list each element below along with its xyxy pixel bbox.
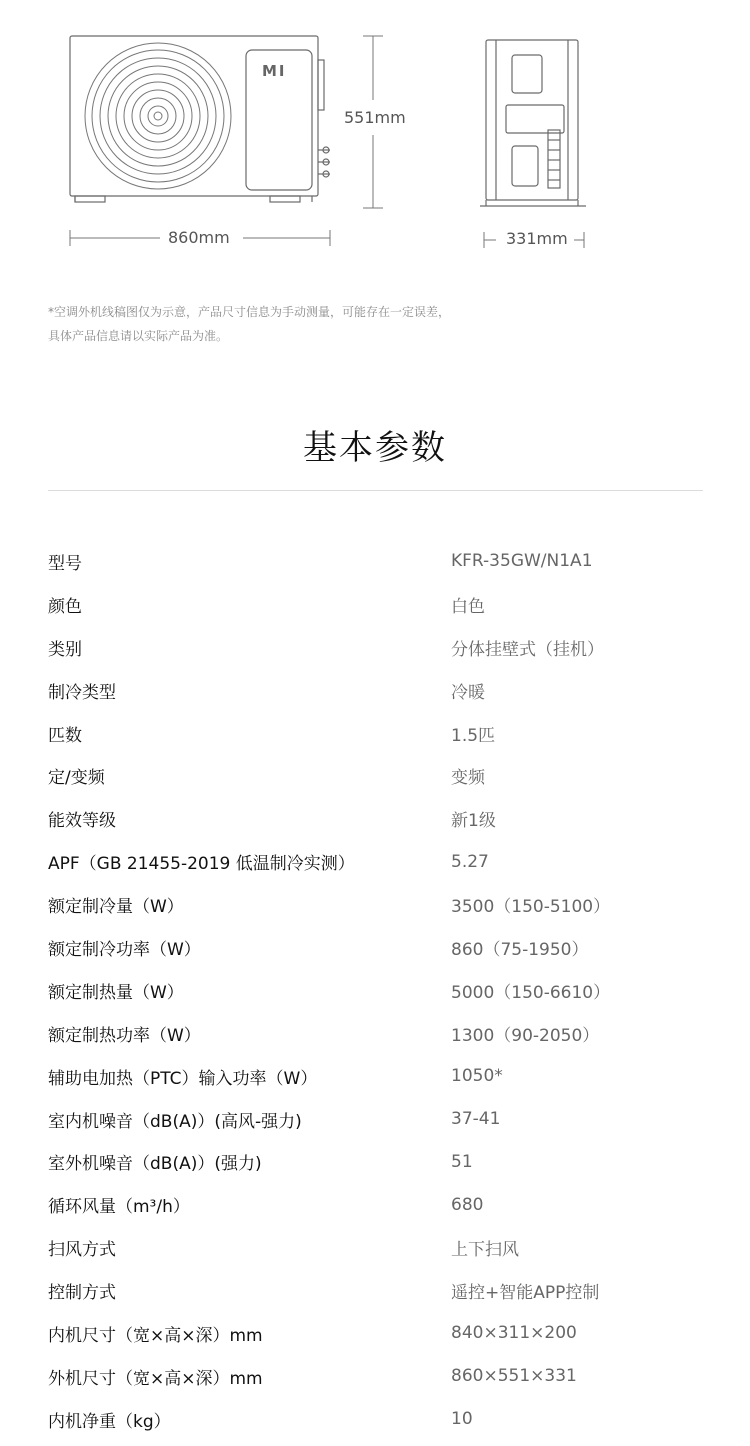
spec-row (48, 883, 708, 926)
spec-row (48, 669, 708, 712)
spec-label: 室内机噪音（dB(A)）(高风-强力) (48, 1111, 302, 1132)
spec-value: 分体挂壁式（挂机） (451, 639, 604, 660)
spec-row (48, 1269, 708, 1312)
spec-row (48, 1183, 708, 1226)
disclaimer-line: 具体产品信息请以实际产品为准。 (48, 329, 229, 343)
spec-label: 外机尺寸（宽×高×深）mm (48, 1368, 263, 1389)
spec-label: 循环风量（m³/h） (48, 1197, 190, 1218)
width-dimension-label: 860mm (162, 228, 236, 247)
spec-label: 颜色 (48, 596, 82, 617)
spec-label: 内机尺寸（宽×高×深）mm (48, 1325, 263, 1346)
spec-label: 控制方式 (48, 1283, 116, 1304)
spec-value: 变频 (451, 768, 485, 789)
spec-row (48, 797, 708, 840)
spec-row (48, 712, 708, 755)
disclaimer-line: *空调外机线稿图仅为示意，产品尺寸信息为手动测量，可能存在一定误差， (48, 305, 451, 319)
spec-row (48, 1355, 708, 1398)
spec-row (48, 1012, 708, 1055)
spec-row (48, 1226, 708, 1269)
spec-value: 10 (451, 1409, 473, 1430)
spec-row (48, 626, 708, 669)
outdoor-unit-diagram (0, 0, 750, 270)
disclaimer-note (48, 300, 708, 348)
spec-value: 1050* (451, 1066, 503, 1087)
spec-value: KFR-35GW/N1A1 (451, 551, 593, 572)
spec-label: 能效等级 (48, 811, 116, 832)
spec-label: 室外机噪音（dB(A)）(强力) (48, 1154, 262, 1175)
brand-logo: MI (262, 62, 287, 80)
spec-row (48, 1140, 708, 1183)
spec-label: APF（GB 21455-2019 低温制冷实测） (48, 854, 355, 875)
section-divider (48, 490, 703, 491)
spec-value: 1.5匹 (451, 725, 496, 746)
spec-value: 白色 (451, 596, 485, 617)
spec-label: 匹数 (48, 725, 82, 746)
spec-row (48, 840, 708, 883)
spec-label: 类别 (48, 639, 82, 660)
spec-value: 680 (451, 1194, 484, 1215)
outdoor-unit-drawing (0, 0, 750, 270)
spec-row (48, 969, 708, 1012)
spec-value: 遥控+智能APP控制 (451, 1283, 600, 1304)
front-view-body (70, 36, 318, 196)
depth-dimension-label: 331mm (500, 229, 574, 248)
spec-value: 840×311×200 (451, 1323, 577, 1344)
spec-label: 型号 (48, 553, 82, 574)
spec-label: 内机净重（kg） (48, 1411, 171, 1432)
spec-label: 制冷类型 (48, 682, 116, 703)
spec-row (48, 1055, 708, 1098)
spec-value: 860×551×331 (451, 1366, 577, 1387)
spec-value: 冷暖 (451, 682, 485, 703)
spec-value: 5.27 (451, 851, 489, 872)
spec-value: 860（75-1950） (451, 939, 589, 960)
spec-label: 额定制热功率（W） (48, 1025, 201, 1046)
spec-value: 3500（150-5100） (451, 897, 611, 918)
spec-value: 新1级 (451, 811, 496, 832)
spec-table (48, 540, 708, 1441)
section-title: 基本参数 (303, 428, 447, 468)
spec-value: 1300（90-2050） (451, 1025, 600, 1046)
spec-value: 37-41 (451, 1109, 501, 1130)
spec-value: 上下扫风 (451, 1240, 519, 1261)
spec-row (48, 754, 708, 797)
spec-row (48, 1098, 708, 1141)
spec-label: 定/变频 (48, 768, 105, 789)
spec-label: 扫风方式 (48, 1240, 116, 1261)
height-dimension-label: 551mm (338, 108, 412, 127)
spec-value: 5000（150-6610） (451, 982, 611, 1003)
spec-value: 51 (451, 1151, 473, 1172)
spec-row (48, 926, 708, 969)
fan-grille-icon (85, 43, 231, 189)
spec-label: 额定制热量（W） (48, 982, 184, 1003)
spec-row (48, 583, 708, 626)
spec-row (48, 1312, 708, 1355)
spec-label: 额定制冷功率（W） (48, 939, 201, 960)
spec-label: 辅助电加热（PTC）输入功率（W） (48, 1068, 318, 1089)
spec-row (48, 540, 708, 583)
spec-row (48, 1398, 708, 1441)
spec-label: 额定制冷量（W） (48, 897, 184, 918)
